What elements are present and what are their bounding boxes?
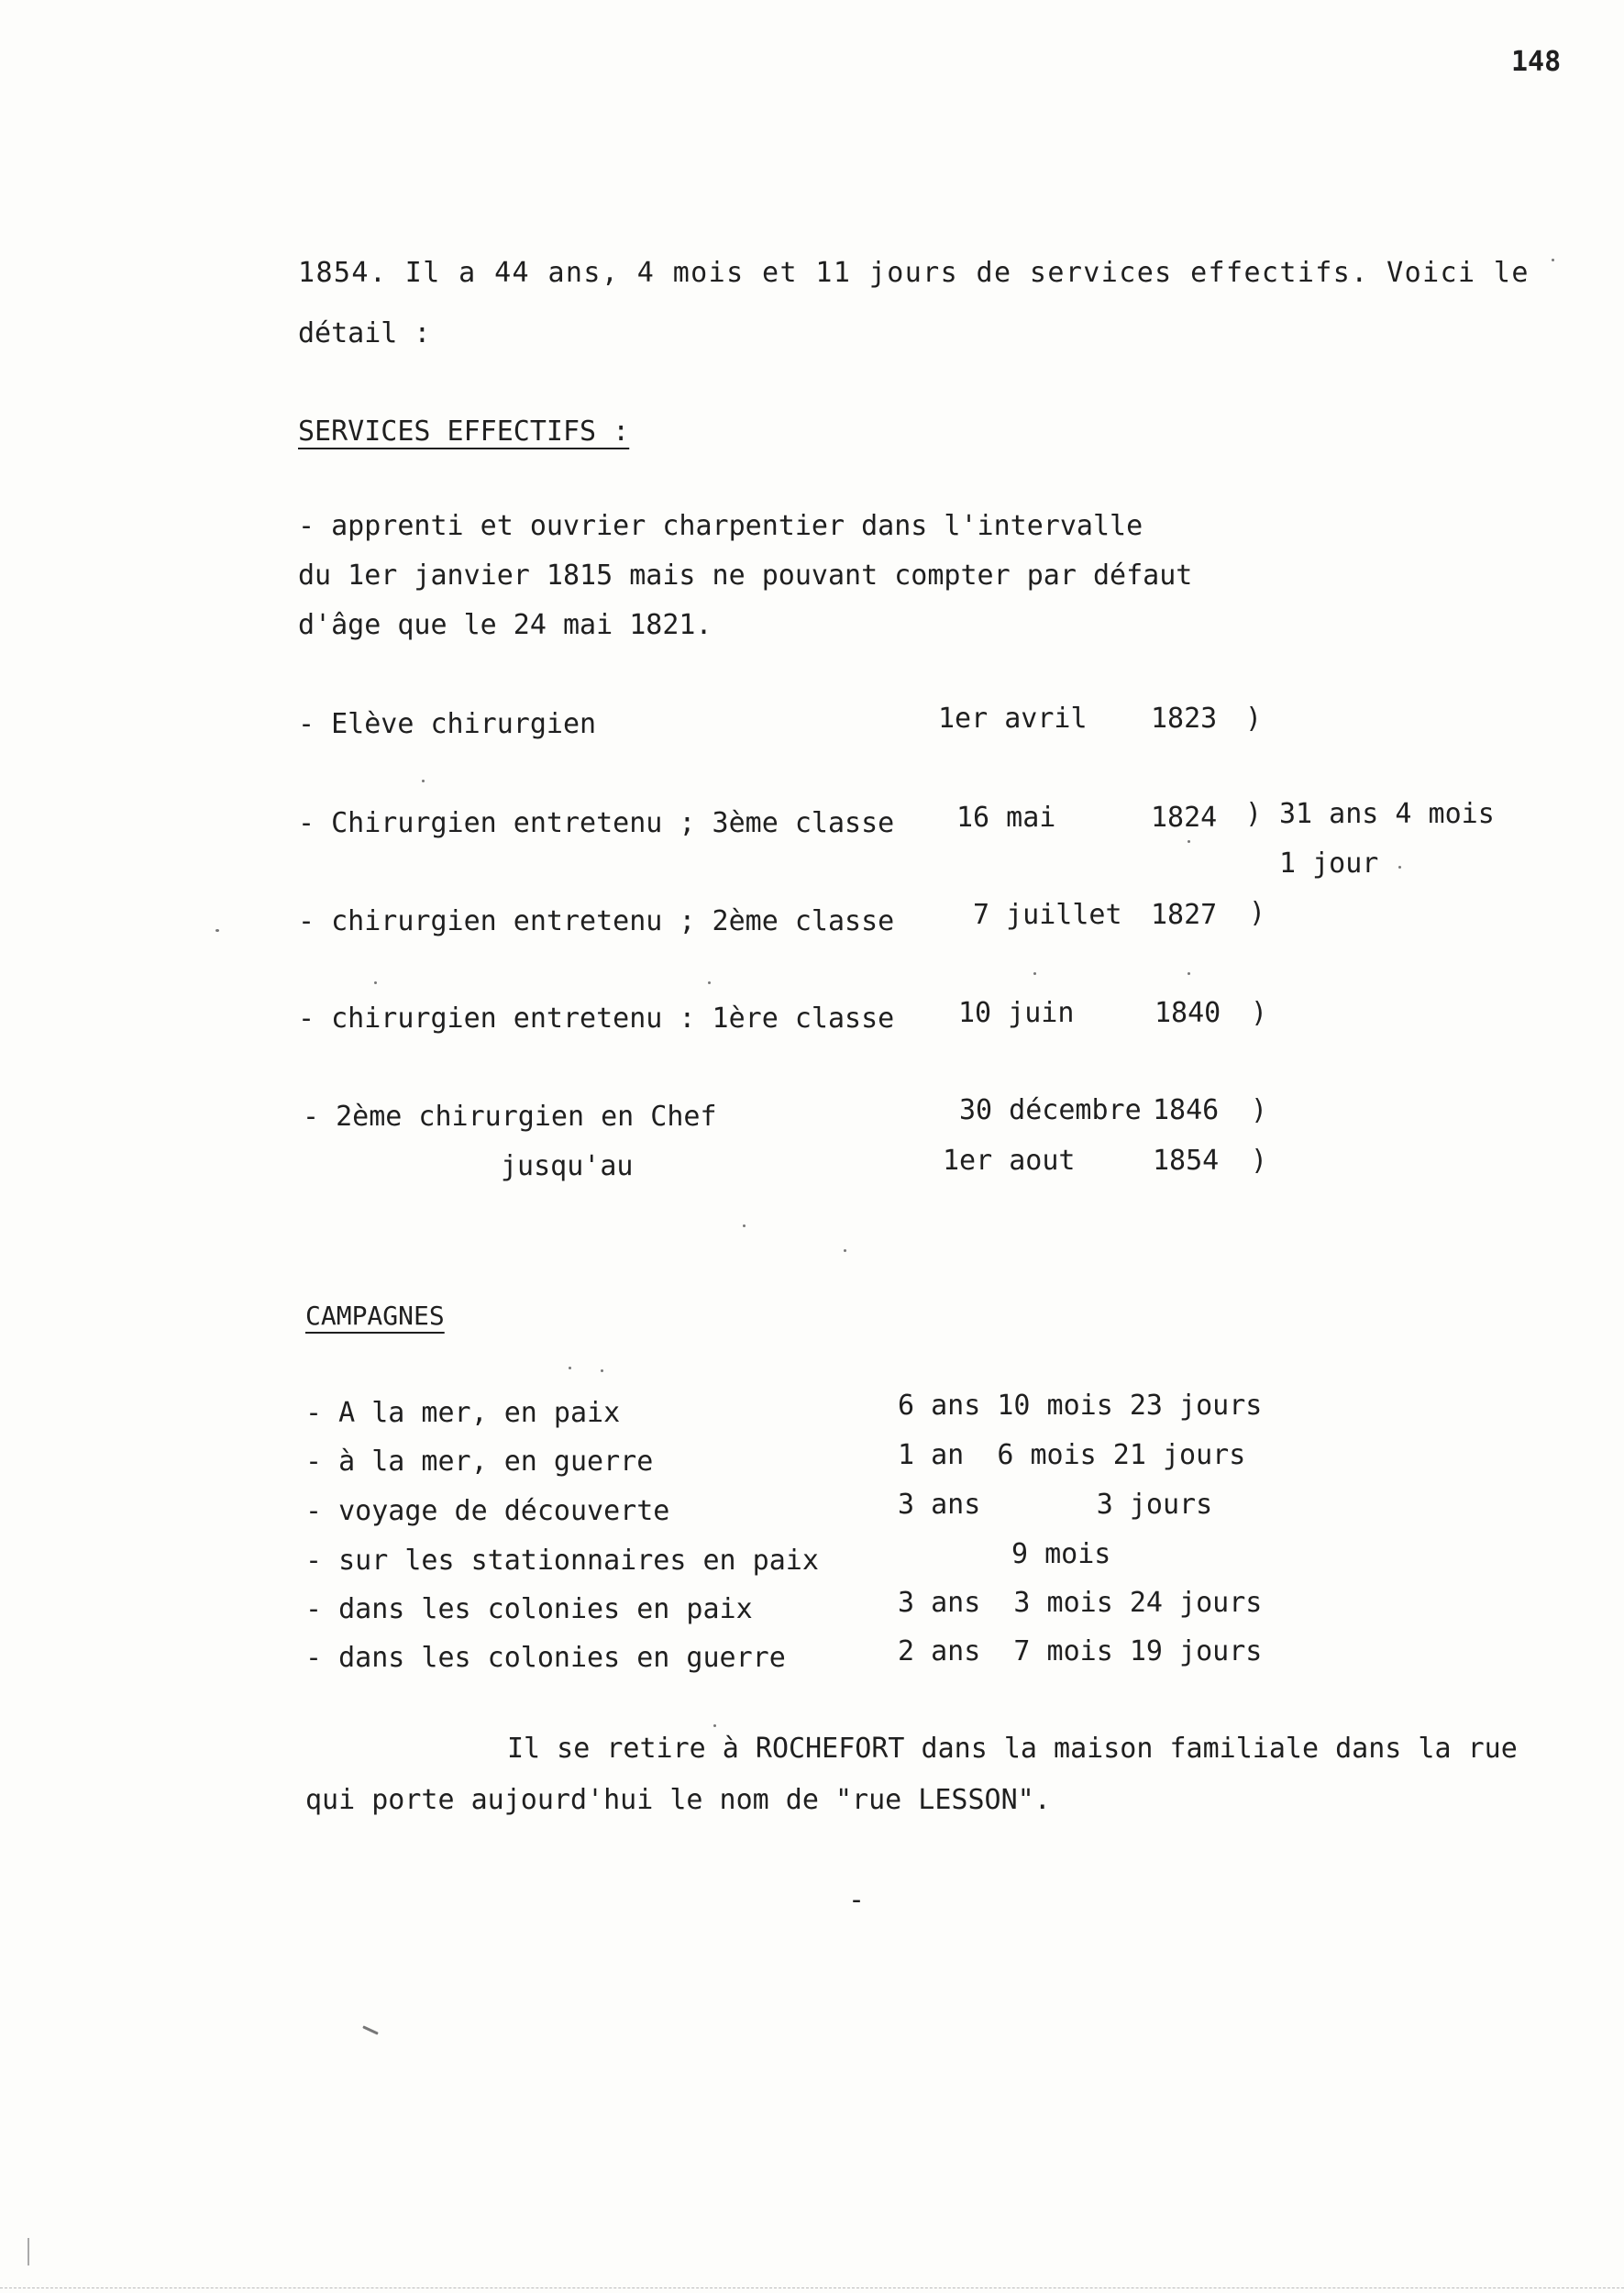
- service-row-date: 16 mai: [956, 802, 1056, 834]
- scan-speck: [1398, 866, 1401, 869]
- campaign-row-duration: 6 ans 10 mois 23 jours: [898, 1390, 1263, 1422]
- campaign-row-label: - à la mer, en guerre: [305, 1446, 654, 1478]
- campaign-row-duration: 3 ans 3 mois 24 jours: [898, 1587, 1263, 1619]
- campaign-row-duration: 1 an 6 mois 21 jours: [898, 1439, 1246, 1471]
- page-number: 148: [1511, 46, 1562, 78]
- scan-speck: [215, 929, 219, 932]
- campaign-row-duration: 9 mois: [1011, 1538, 1111, 1570]
- service-total-line-2: 1 jour: [1279, 847, 1379, 880]
- campaign-row-label: - dans les colonies en guerre: [305, 1642, 786, 1674]
- closing-line-1: Il se retire à ROCHEFORT dans la maison familiale dans la rue: [507, 1733, 1518, 1765]
- service-row-date: 1er aout: [943, 1145, 1076, 1177]
- scan-speck: [422, 780, 425, 782]
- service-row-year: 1824: [1151, 802, 1218, 834]
- service-row-year: 1854: [1153, 1145, 1220, 1177]
- service-row-date: 7 juillet: [973, 899, 1122, 931]
- campaign-row-label: - voyage de découverte: [305, 1495, 670, 1527]
- page-bottom-edge: [0, 2287, 1624, 2290]
- service-row-label: - chirurgien entretenu : 1ère classe: [298, 1002, 895, 1035]
- service-row-label: - Chirurgien entretenu ; 3ème classe: [298, 807, 895, 839]
- campaign-row-label: - dans les colonies en paix: [305, 1593, 753, 1625]
- scan-speck: [569, 1367, 571, 1369]
- scan-speck: [1552, 259, 1554, 261]
- bracket-mark: ): [1251, 1145, 1268, 1177]
- apprentice-line-2: du 1er janvier 1815 mais ne pouvant compter par défaut: [298, 559, 1193, 592]
- scan-speck: [601, 1369, 603, 1372]
- campaign-row-duration: 3 ans 3 jours: [898, 1489, 1213, 1521]
- campaign-row-duration: 2 ans 7 mois 19 jours: [898, 1635, 1263, 1667]
- bracket-mark: ): [1245, 798, 1263, 830]
- apprentice-line-1: - apprenti et ouvrier charpentier dans l'intervalle: [298, 510, 1143, 542]
- campagnes-heading: CAMPAGNES: [305, 1301, 445, 1331]
- bracket-mark: ): [1251, 1094, 1268, 1126]
- scan-speck: [28, 2238, 29, 2265]
- footer-mark: -: [848, 1884, 866, 1916]
- service-total-line-1: 31 ans 4 mois: [1279, 798, 1495, 830]
- scan-speck: [1188, 840, 1190, 843]
- service-row-date: 10 juin: [958, 997, 1075, 1029]
- apprentice-line-3: d'âge que le 24 mai 1821.: [298, 609, 713, 641]
- service-row-label: - Elève chirurgien: [298, 708, 597, 740]
- bracket-mark: ): [1245, 703, 1263, 735]
- service-row-year: 1840: [1154, 997, 1221, 1029]
- intro-line-2: détail :: [298, 317, 431, 349]
- service-row-date: 1er avril: [938, 703, 1088, 735]
- bracket-mark: ): [1249, 897, 1266, 929]
- service-row-label: - chirurgien entretenu ; 2ème classe: [298, 905, 895, 937]
- scan-speck: [743, 1224, 746, 1227]
- scan-speck: [374, 981, 377, 984]
- service-row-year: 1846: [1153, 1094, 1220, 1126]
- service-row-date: 30 décembre: [959, 1094, 1142, 1126]
- closing-line-2: qui porte aujourd'hui le nom de "rue LESSON".: [305, 1784, 1051, 1816]
- service-row-label: - 2ème chirurgien en Chef: [303, 1101, 717, 1133]
- service-row-year: 1823: [1151, 703, 1218, 735]
- scan-speck: [362, 2025, 379, 2034]
- services-heading: SERVICES EFFECTIFS :: [298, 415, 630, 448]
- intro-line-1: 1854. Il a 44 ans, 4 mois et 11 jours de services effectifs. Voici le: [298, 257, 1530, 289]
- scan-speck: [708, 981, 711, 984]
- scan-speck: [844, 1249, 846, 1252]
- scan-speck: [1033, 972, 1036, 975]
- scan-speck: [1188, 972, 1190, 975]
- bracket-mark: ): [1251, 997, 1268, 1029]
- campaign-row-label: - A la mer, en paix: [305, 1397, 621, 1429]
- campaign-row-label: - sur les stationnaires en paix: [305, 1545, 819, 1577]
- service-row-label: jusqu'au: [501, 1150, 634, 1182]
- scan-speck: [713, 1724, 716, 1727]
- service-row-year: 1827: [1151, 899, 1218, 931]
